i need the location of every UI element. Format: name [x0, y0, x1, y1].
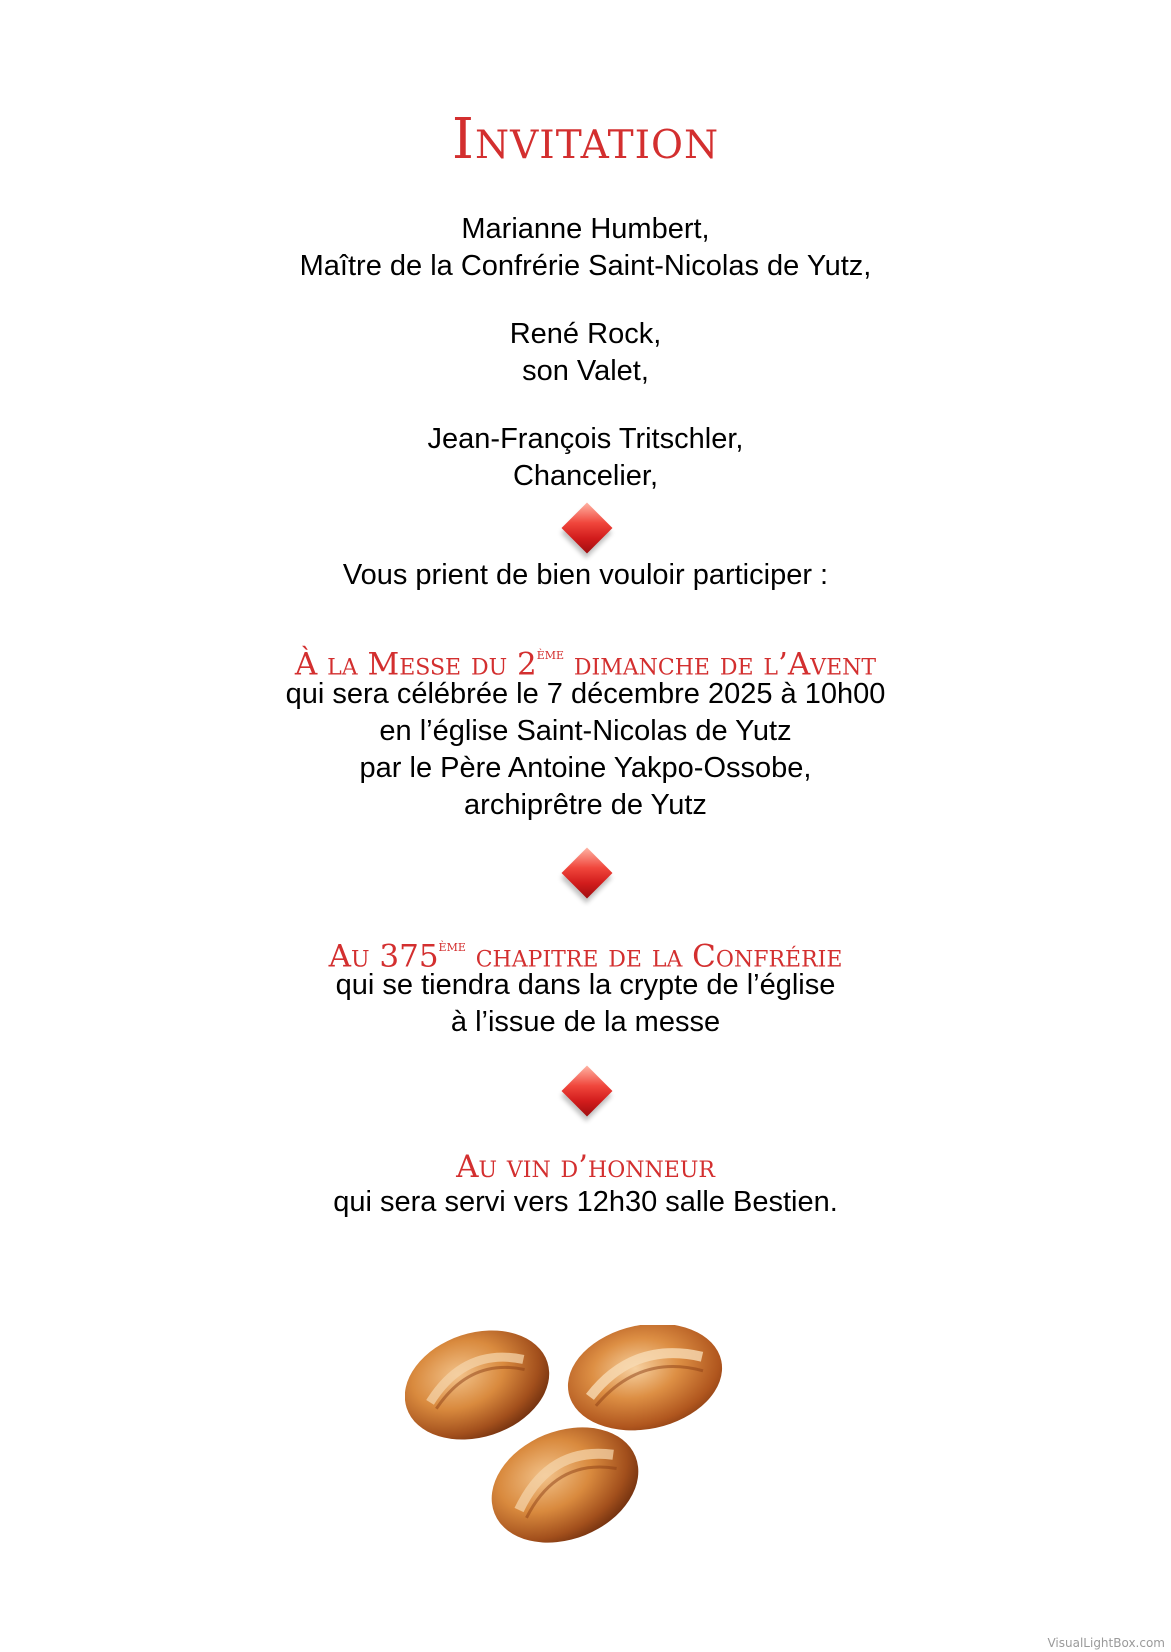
section-heading-chapter: Au 375ème chapitre de la Confrérie	[328, 937, 843, 975]
watermark-text: VisualLightBox.com	[1047, 1636, 1165, 1650]
reception-detail: qui sera servi vers 12h30 salle Bestien.	[333, 1186, 838, 1218]
host-name: René Rock,	[509, 318, 662, 350]
red-diamond-icon	[562, 1066, 613, 1117]
mass-detail: archiprêtre de Yutz	[464, 789, 707, 821]
page-title: Invitation	[451, 107, 720, 172]
red-diamond-icon	[562, 848, 613, 899]
bread-rolls-image	[405, 1325, 765, 1550]
section-heading-mass: À la Messe du 2ème dimanche de l’Avent	[294, 645, 877, 683]
host-role: Maître de la Confrérie Saint-Nicolas de Yutz,	[299, 250, 872, 282]
host-role: son Valet,	[522, 355, 649, 387]
intro-text: Vous prient de bien vouloir participer :	[342, 559, 829, 591]
mass-detail: en l’église Saint-Nicolas de Yutz	[379, 715, 792, 747]
mass-detail: qui sera célébrée le 7 décembre 2025 à 10h00	[285, 678, 886, 710]
bread-roll	[558, 1325, 732, 1444]
host-name: Marianne Humbert,	[461, 213, 710, 245]
chapter-detail: à l’issue de la messe	[450, 1006, 721, 1038]
chapter-detail: qui se tiendra dans la crypte de l’église	[335, 969, 836, 1001]
host-role: Chancelier,	[512, 460, 659, 492]
host-name: Jean-François Tritschler,	[427, 423, 744, 455]
mass-detail: par le Père Antoine Yakpo-Ossobe,	[359, 752, 812, 784]
section-heading-reception: Au vin d’honneur	[456, 1149, 715, 1185]
red-diamond-icon	[562, 503, 613, 554]
